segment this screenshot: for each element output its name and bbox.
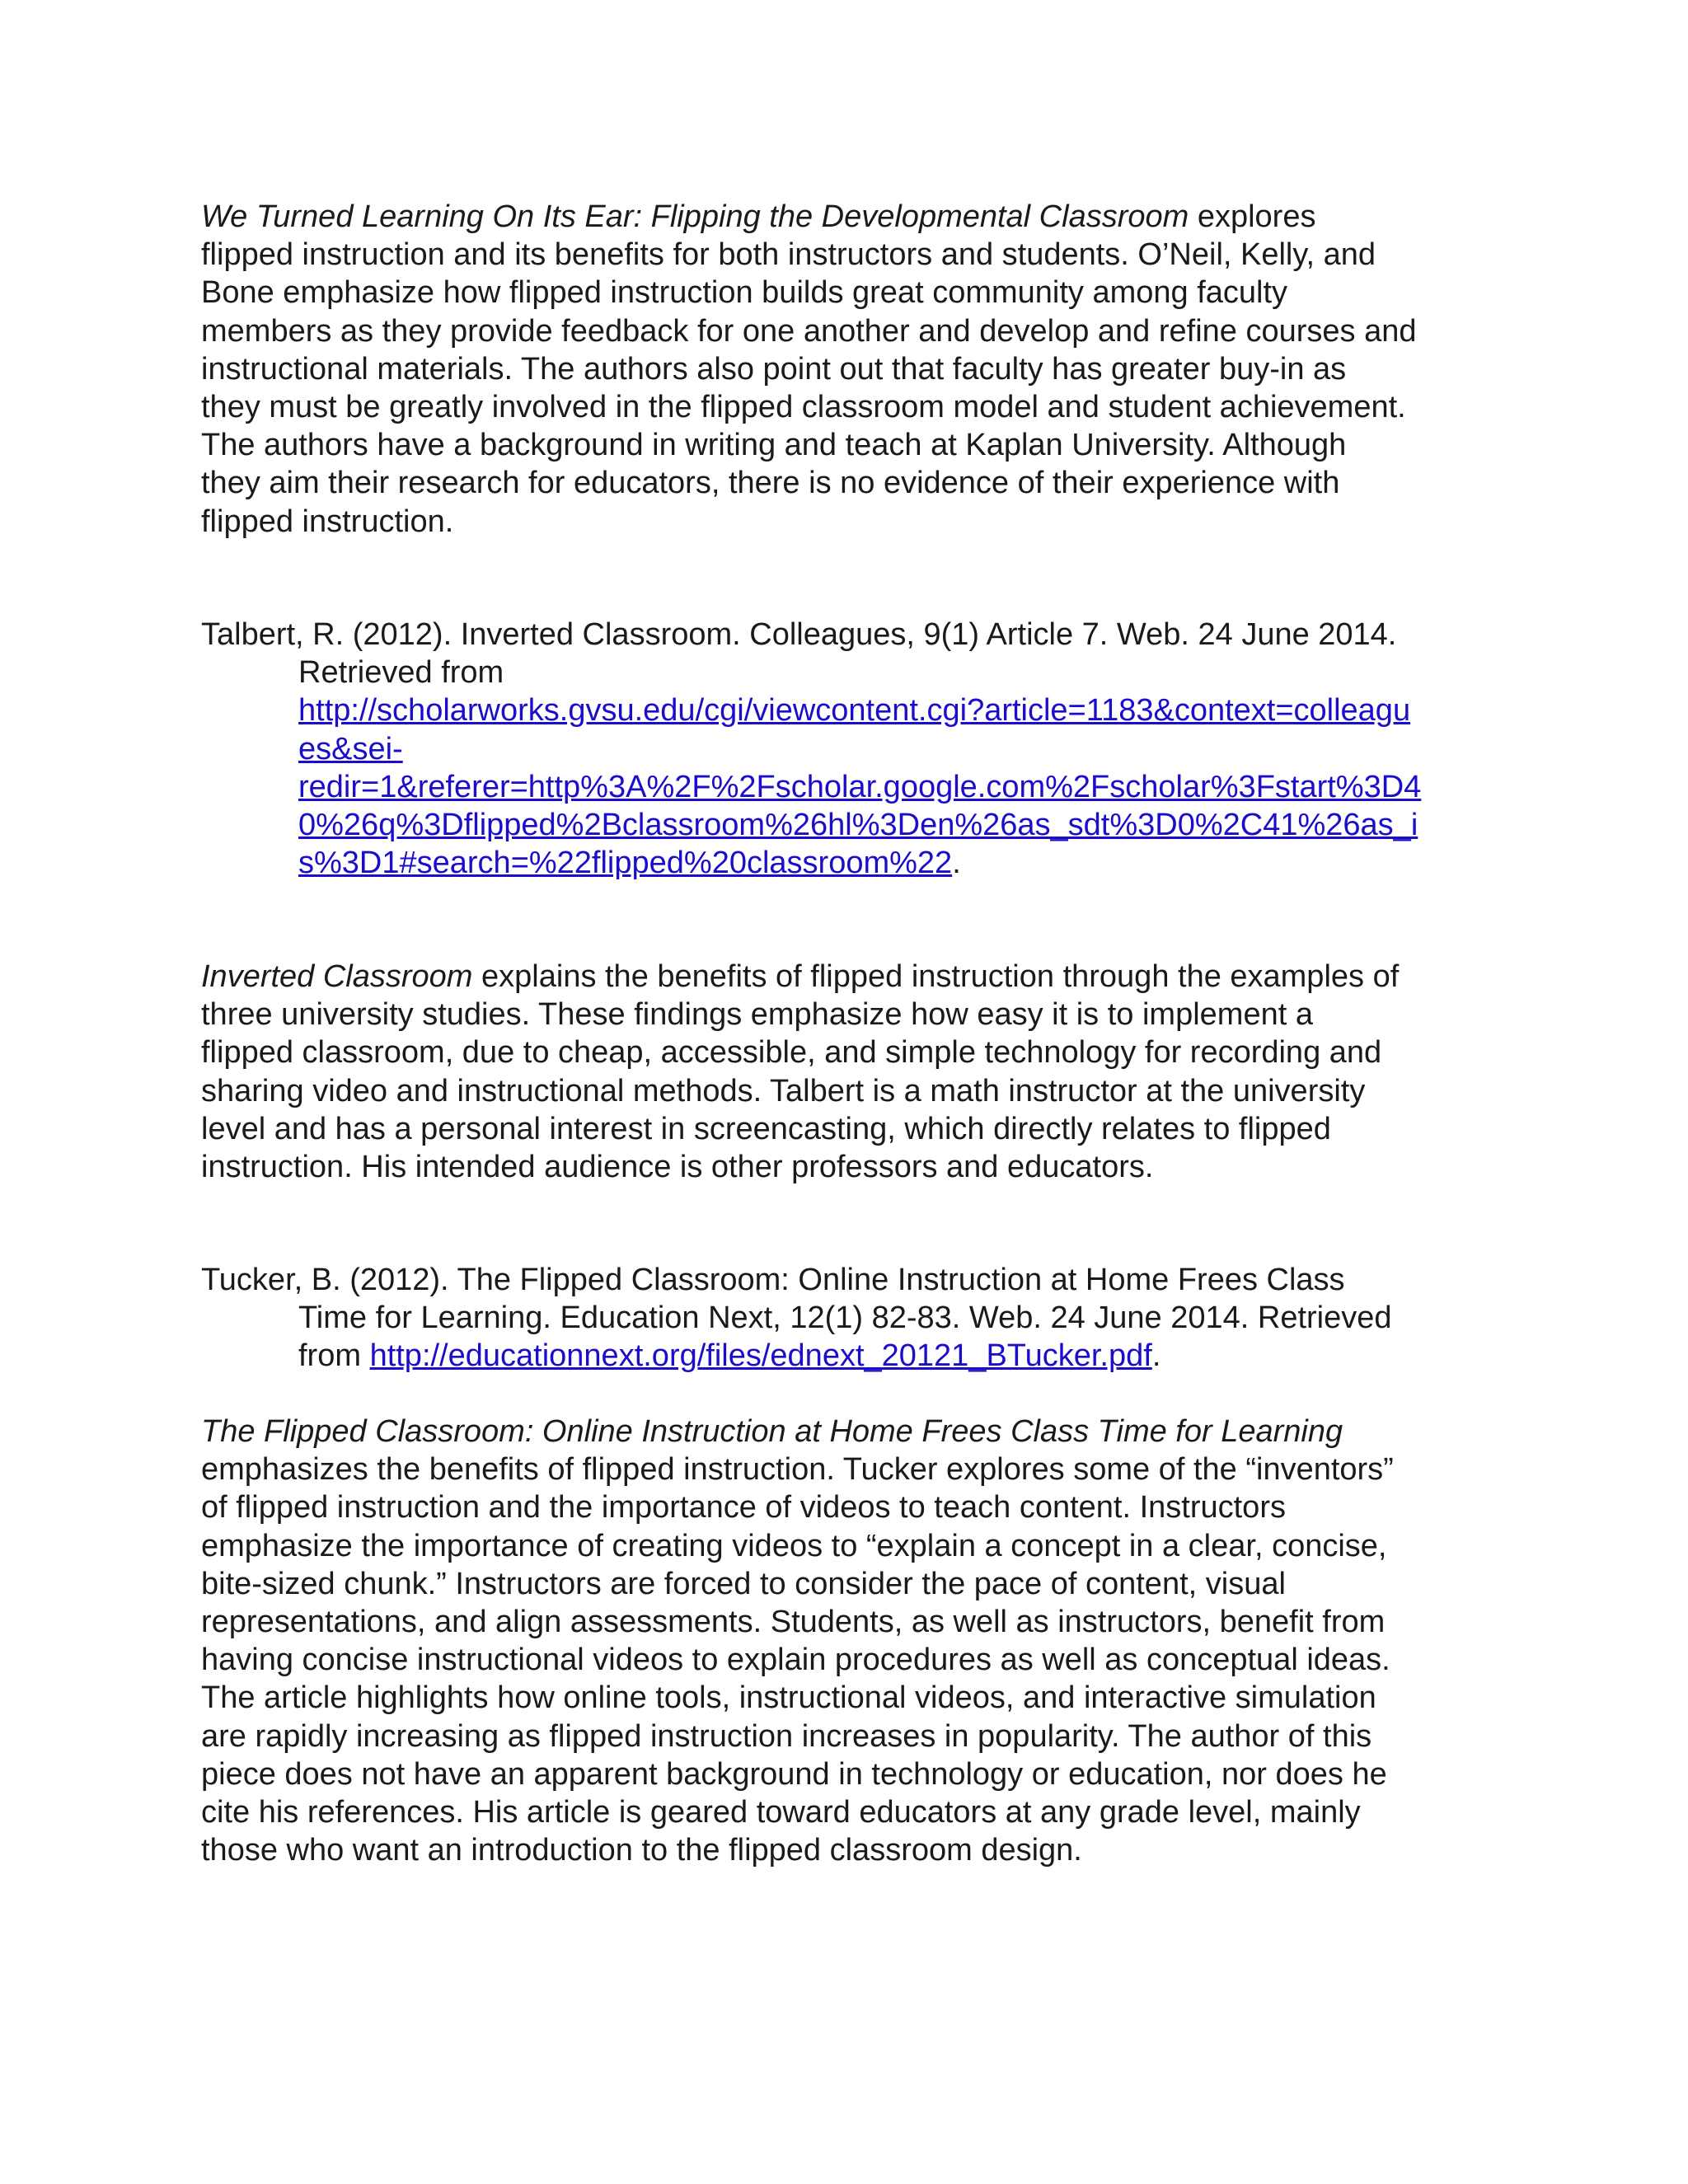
paragraph-line: flipped instruction. — [201, 504, 454, 539]
annotation-paragraph-oneil — [201, 198, 1503, 541]
paragraph-line: The article highlights how online tools, instructional videos, and interactive simulation — [201, 1680, 1376, 1716]
citation-line: Retrieved from — [298, 655, 504, 691]
paragraph-line: cite his references. His article is geared toward educators at any grade level, mainly — [201, 1795, 1361, 1830]
tucker-url-link[interactable]: http://educationnext.org/files/ednext_20121_BTucker.pdf — [369, 1338, 1152, 1374]
citation-period: . — [952, 846, 961, 881]
paragraph-line: bite-sized chunk.” Instructors are forced to consider the pace of content, visual — [201, 1566, 1286, 1601]
paragraph-line: flipped instruction and its benefits for both instructors and students. O’Neil, Kelly, and — [201, 237, 1376, 273]
link-line: 0%26q%3Dflipped%2Bclassroom%26hl%3Den%26as_sdt%3D0%2C41%26as_i — [298, 808, 1418, 843]
article-title: We Turned Learning On Its Ear: Flipping the Developmental Classroom — [201, 199, 1189, 234]
paragraph-text: explains the benefits of flipped instruction through the examples of — [472, 959, 1400, 994]
paragraph-line: they aim their research for educators, there is no evidence of their experience with — [201, 466, 1340, 501]
paragraph-line: instruction. His intended audience is other professors and educators. — [201, 1150, 1154, 1185]
citation-line — [201, 844, 1503, 882]
link-line: redir=1&referer=http%3A%2F%2Fscholar.google.com%2Fscholar%3Fstart%3D4 — [298, 769, 1422, 804]
paragraph-line: level and has a personal interest in screencasting, which directly relates to flipped — [201, 1111, 1331, 1146]
paragraph-line: emphasizes the benefits of flipped instruction. Tucker explores some of the “inventors” — [201, 1452, 1394, 1488]
paragraph-line — [201, 958, 1503, 996]
paragraph-line: piece does not have an apparent background in technology or education, nor does he — [201, 1756, 1387, 1792]
paragraph-line: representations, and align assessments. Students, as well as instructors, benefit from — [201, 1605, 1386, 1640]
paragraph-line: having concise instructional videos to explain procedures as well as conceptual ideas. — [201, 1643, 1390, 1678]
paragraph-line: of flipped instruction and the importance of videos to teach content. Instructors — [201, 1490, 1286, 1526]
paragraph-line: The authors have a background in writing and teach at Kaplan University. Although — [201, 428, 1347, 463]
link-line: http://scholarworks.gvsu.edu/cgi/viewcontent.cgi?article=1183&context=colleagu — [298, 693, 1411, 729]
citation-line: Time for Learning. Education Next, 12(1) 82-83. Web. 24 June 2014. Retrieved — [298, 1301, 1392, 1336]
citation-line: Tucker, B. (2012). The Flipped Classroom: Online Instruction at Home Frees Class — [201, 1263, 1345, 1297]
annotation-paragraph-tucker — [201, 1413, 1503, 1869]
link-line: es&sei- — [298, 731, 403, 766]
paragraph-line: Bone emphasize how flipped instruction builds great community among faculty — [201, 275, 1288, 311]
annotation-paragraph-talbert — [201, 958, 1503, 1186]
paragraph-line — [201, 1413, 1503, 1451]
paragraph-line: members as they provide feedback for one another and develop and refine courses and — [201, 313, 1417, 349]
paragraph-line — [201, 198, 1503, 236]
article-title: Inverted Classroom — [201, 959, 473, 994]
citation-text: from — [298, 1338, 370, 1374]
citation-line: Talbert, R. (2012). Inverted Classroom. Colleagues, 9(1) Article 7. Web. 24 June 2014. — [201, 617, 1397, 652]
citation-talbert — [201, 616, 1503, 882]
talbert-url-link[interactable] — [201, 691, 1503, 844]
paragraph-text: explores — [1189, 199, 1316, 234]
citation-period: . — [1151, 1338, 1161, 1374]
article-title: The Flipped Classroom: Online Instruction at Home Frees Class Time for Learning — [201, 1414, 1343, 1449]
paragraph-line: those who want an introduction to the flipped classroom design. — [201, 1833, 1082, 1868]
paragraph-line: are rapidly increasing as flipped instruction increases in popularity. The author of this — [201, 1718, 1372, 1754]
citation-tucker — [201, 1261, 1503, 1376]
paragraph-line: they must be greatly involved in the flipped classroom model and student achievement. — [201, 390, 1406, 425]
citation-line — [201, 1337, 1503, 1375]
paragraph-line: three university studies. These findings emphasize how easy it is to implement a — [201, 997, 1313, 1033]
paragraph-line: sharing video and instructional methods. Talbert is a math instructor at the university — [201, 1073, 1366, 1108]
paragraph-line: flipped classroom, due to cheap, accessible, and simple technology for recording and — [201, 1035, 1382, 1071]
talbert-url-link-end[interactable]: s%3D1#search=%22flipped%20classroom%22 — [298, 846, 953, 881]
paragraph-line: emphasize the importance of creating videos to “explain a concept in a clear, concise, — [201, 1528, 1387, 1563]
paragraph-line: instructional materials. The authors also point out that faculty has greater buy-in as — [201, 351, 1347, 387]
